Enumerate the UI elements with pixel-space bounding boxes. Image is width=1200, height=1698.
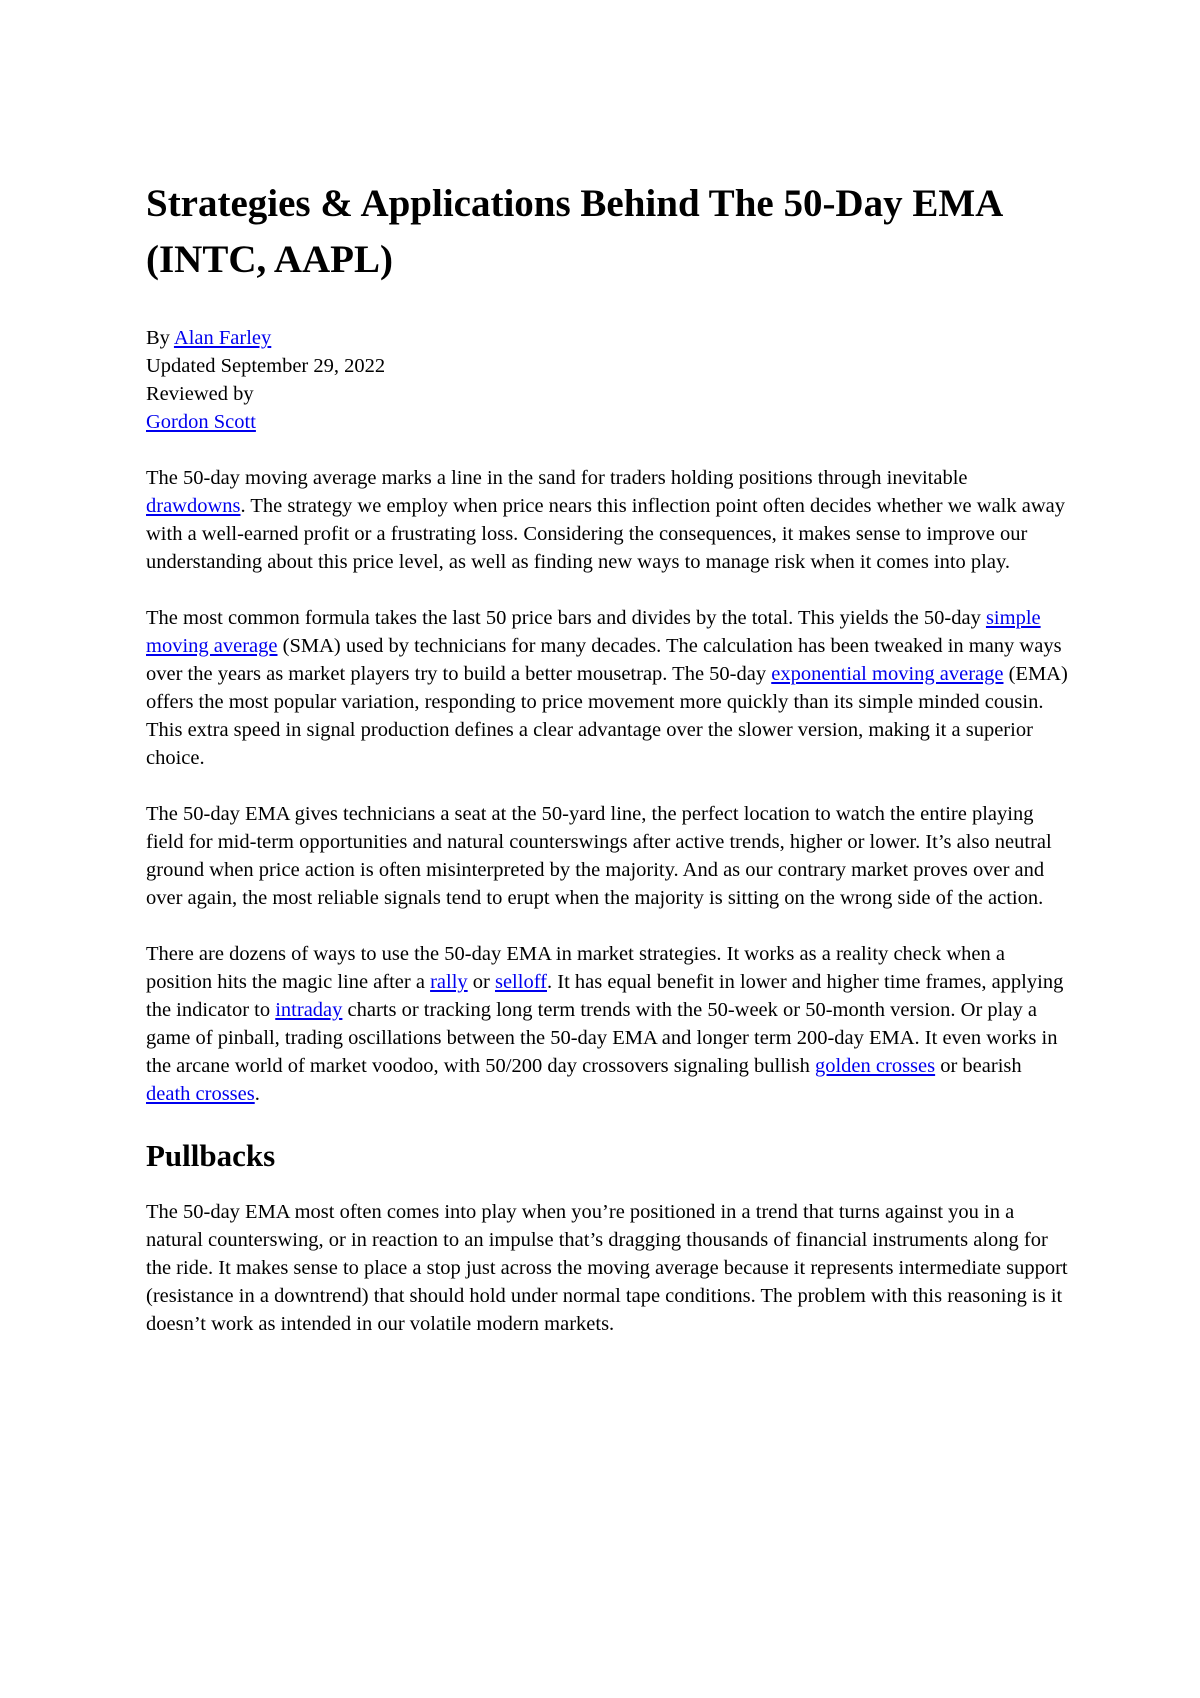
text-run: . The strategy we employ when price nears this inflection point often decides whether we walk away with a well-earned profit or a frustrating loss. Considering the consequences, it makes sense to improve our understanding about this price level, as well as finding new ways to manage risk when it comes into play.: [146, 495, 1065, 573]
link-simple-moving-average[interactable]: simple moving average: [146, 607, 1041, 657]
text-run: There are dozens of ways to use the 50-day EMA in market strategies. It works as a reality check when a position hits the magic line after a: [146, 943, 1005, 993]
link-rally[interactable]: rally: [430, 971, 468, 993]
text-run: .: [254, 1083, 260, 1105]
text-run: The 50-day moving average marks a line in the sand for traders holding positions through inevitable: [146, 467, 968, 489]
text-run: (EMA) offers the most popular variation, responding to price movement more quickly than its simple minded cousin. This extra speed in signal production defines a clear advantage over the slower version, making it a superior choice.: [146, 663, 1068, 769]
article-title: Strategies & Applications Behind The 50-Day EMA (INTC, AAPL): [146, 182, 1002, 281]
paragraph-50-yard-line: The 50-day EMA gives technicians a seat at the 50-yard line, the perfect location to watch the entire playing field for mid-term opportunities and natural counterswings after active trends, higher or lower. It’s also neutral ground when price action is often misinterpreted by the majority. And as our contrary market proves over and over again, the most reliable signals tend to erupt when the majority is sitting on the wrong side of the action.: [146, 803, 1052, 909]
text-run: The most common formula takes the last 50 price bars and divides by the total. This yields the 50-day: [146, 607, 986, 629]
link-drawdowns[interactable]: drawdowns: [146, 495, 241, 517]
link-exponential-moving-average[interactable]: exponential moving average: [771, 663, 1004, 685]
link-selloff[interactable]: selloff: [494, 971, 547, 993]
link-golden-crosses[interactable]: golden crosses: [814, 1055, 936, 1077]
paragraph-pullbacks: The 50-day EMA most often comes into play when you’re positioned in a trend that turns against you in a natural counterswing, or in reaction to an impulse that’s dragging thousands of financial instruments along for the ride. It makes sense to place a stop just across the moving average because it represents intermediate support (resistance in a downtrend) that should hold under normal tape conditions. The problem with this reasoning is it doesn’t work as intended in our volatile modern markets.: [146, 1201, 1068, 1335]
by-label: By: [146, 327, 174, 349]
reviewer-line: [146, 408, 1080, 436]
author-line: [146, 324, 1080, 352]
section-heading-pullbacks: Pullbacks: [146, 1138, 276, 1173]
text-run: or: [467, 971, 495, 993]
paragraph-intro: [146, 464, 1071, 576]
text-run: charts or tracking long term trends with the 50-week or 50-month version. Or play a game of pinball, trading oscillations between the 50-day EMA and longer term 200-day EMA. It even works in the arcane world of market voodoo, with 50/200 day crossovers signaling bullish: [146, 999, 1058, 1077]
text-run: . It has equal benefit in lower and higher time frames, applying the indicator to: [146, 971, 1064, 1021]
text-run: (SMA) used by technicians for many decades. The calculation has been tweaked in many ways over the years as market players try to build a better mousetrap. The 50-day: [146, 635, 1062, 685]
reviewer-link[interactable]: Gordon Scott: [146, 411, 256, 433]
byline: [146, 324, 1080, 436]
link-intraday[interactable]: intraday: [275, 999, 343, 1021]
paragraph-formula: [146, 604, 1071, 772]
link-death-crosses[interactable]: death crosses: [146, 1083, 255, 1105]
updated-date: Updated September 29, 2022: [146, 355, 386, 377]
author-link[interactable]: Alan Farley: [173, 327, 272, 349]
reviewed-by-label: Reviewed by: [146, 383, 254, 405]
paragraph-strategies: [146, 940, 1071, 1108]
text-run: or bearish: [935, 1055, 1022, 1077]
